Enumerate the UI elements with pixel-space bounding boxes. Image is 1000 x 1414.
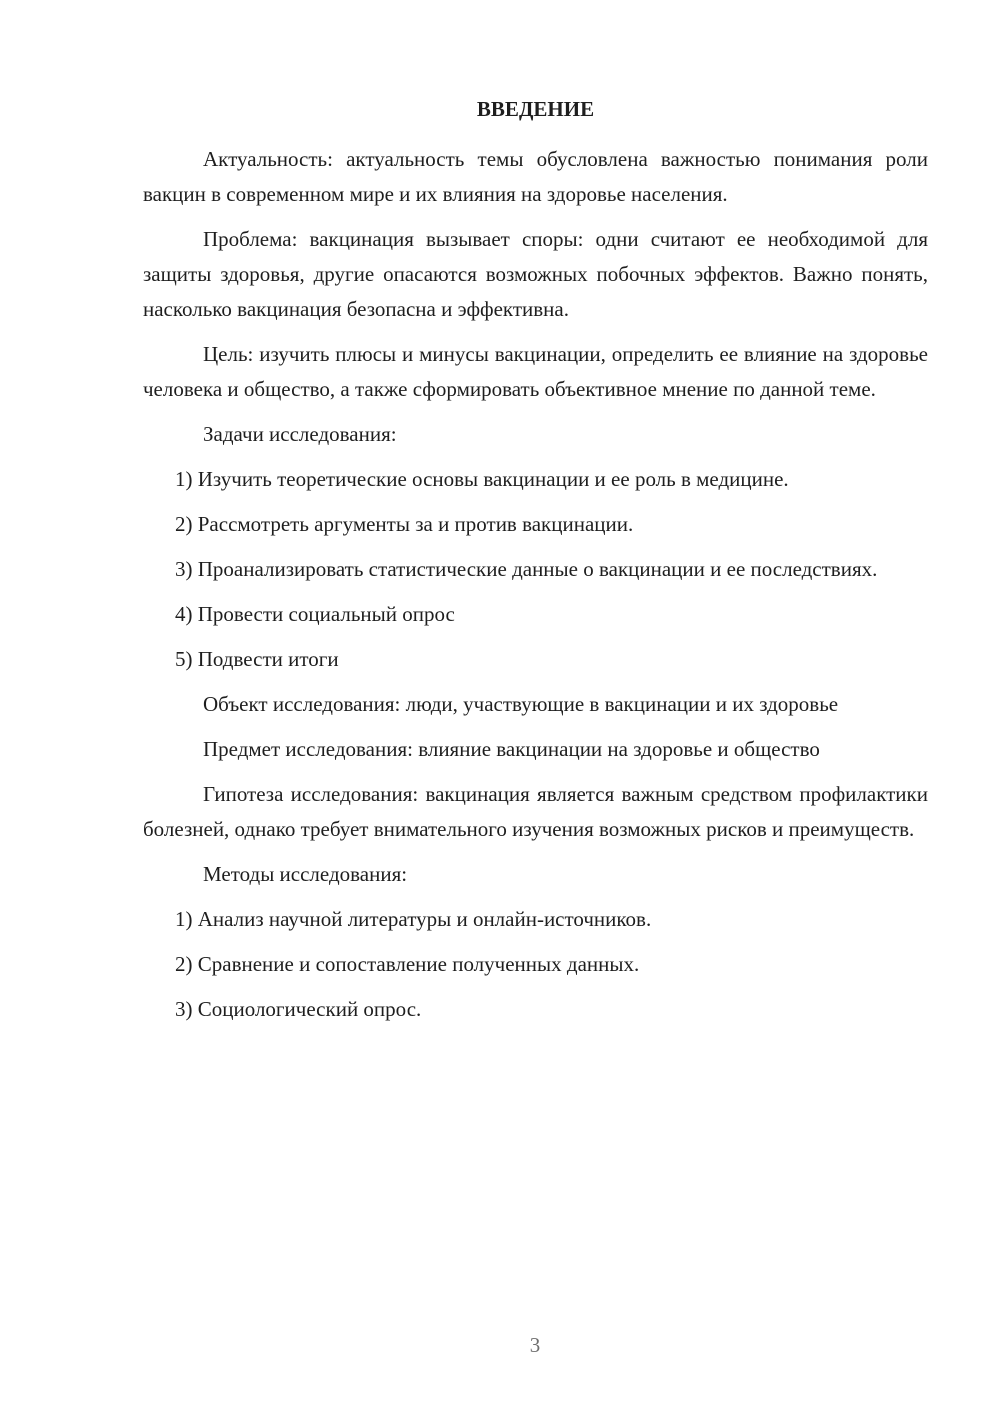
paragraph-problem: Проблема: вакцинация вызывает споры: одни считают ее необходимой для защиты здоровья, другие опасаются возможных побочных эффектов. Важно понять, насколько вакцинация безопасна и эффективна. [143,227,928,321]
method-item: 1) Анализ научной литературы и онлайн-источников. [175,907,652,931]
method-item: 2) Сравнение и сопоставление полученных данных. [175,952,640,976]
paragraph-object: Объект исследования: люди, участвующие в вакцинации и их здоровье [203,692,839,716]
paragraph-goal: Цель: изучить плюсы и минусы вакцинации, определить ее влияние на здоровье человека и общество, а также сформировать объективное мнение по данной теме. [143,342,928,401]
task-item: 4) Провести социальный опрос [175,602,455,626]
task-item: 2) Рассмотреть аргументы за и против вакцинации. [175,512,634,536]
task-item: 1) Изучить теоретические основы вакцинации и ее роль в медицине. [175,467,789,491]
paragraph-relevance: Актуальность: актуальность темы обусловлена важностью понимания роли вакцин в современном мире и их влияния на здоровье населения. [143,147,928,206]
task-item: 5) Подвести итоги [175,647,339,671]
methods-heading: Методы исследования: [203,862,408,886]
paragraph-hypothesis: Гипотеза исследования: вакцинация является важным средством профилактики болезней, однако требует внимательного изучения возможных рисков и преимуществ. [143,782,928,841]
section-title: ВВЕДЕНИЕ [476,97,595,121]
page-content [143,92,928,1027]
paragraph-subject: Предмет исследования: влияние вакцинации на здоровье и общество [203,737,820,761]
tasks-heading: Задачи исследования: [203,422,397,446]
method-item: 3) Социологический опрос. [175,997,422,1021]
page-number: 3 [529,1333,541,1357]
task-item: 3) Проанализировать статистические данные о вакцинации и ее последствиях. [175,557,878,581]
